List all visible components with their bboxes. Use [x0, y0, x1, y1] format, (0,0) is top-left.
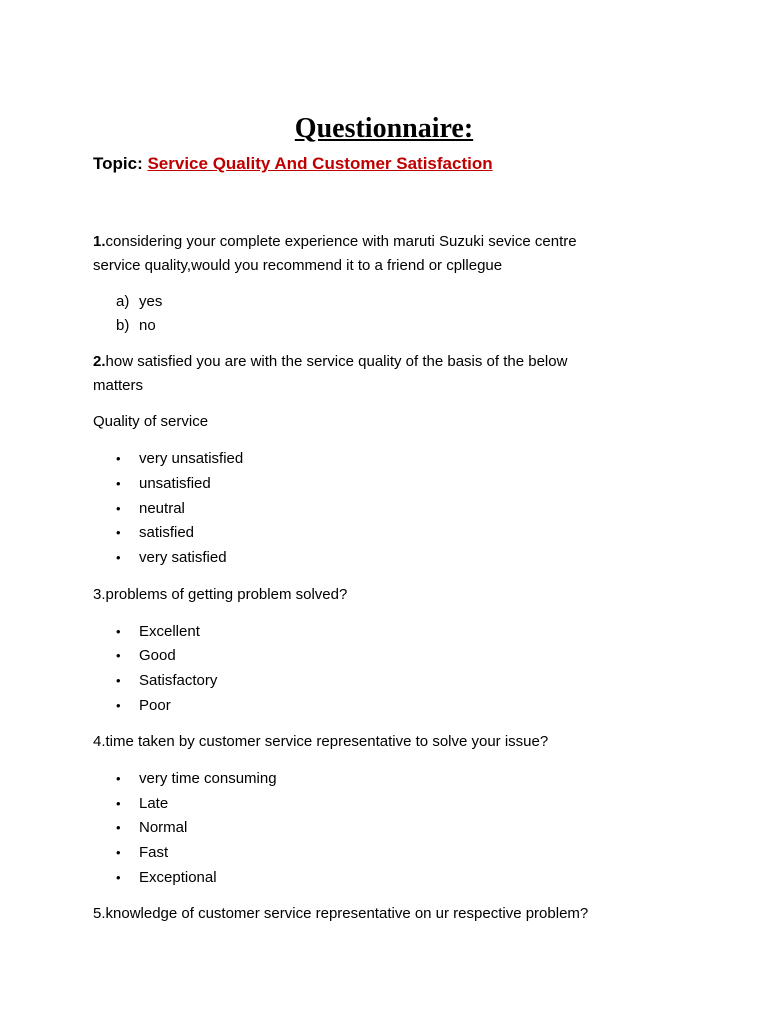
bullet-icon: •	[116, 845, 121, 860]
question-4: 4.time taken by customer service representative to solve your issue?	[93, 733, 549, 750]
bullet-icon: •	[116, 870, 121, 885]
bullet-icon: •	[116, 550, 121, 565]
option-text: Fast	[139, 844, 169, 861]
page-title: Questionnaire:	[294, 113, 474, 144]
topic-line	[93, 154, 493, 174]
q4-option	[116, 819, 187, 836]
q2-option	[116, 475, 211, 492]
option-label: a)	[116, 293, 130, 310]
option-text: Satisfactory	[139, 672, 218, 689]
option-text: Poor	[139, 697, 171, 714]
question-2-line-2: matters	[93, 377, 144, 394]
question-5: 5.knowledge of customer service representative on ur respective problem?	[93, 905, 589, 922]
q1-option-b	[116, 317, 156, 334]
option-text: satisfied	[139, 524, 195, 541]
option-text: very time consuming	[139, 770, 277, 787]
option-text: Late	[139, 795, 169, 812]
question-1-line-1	[93, 233, 577, 250]
bullet-icon: •	[116, 771, 121, 786]
q4-option	[116, 770, 277, 787]
question-2-text: how satisfied you are with the service quality of the basis of the below	[105, 353, 568, 370]
q3-option	[116, 647, 176, 664]
q4-option	[116, 869, 217, 886]
option-text: very satisfied	[139, 549, 227, 566]
q1-option-a	[116, 293, 162, 310]
option-text: no	[139, 317, 156, 334]
q2-option	[116, 500, 185, 517]
question-1-number: 1.	[93, 233, 106, 250]
bullet-icon: •	[116, 796, 121, 811]
option-text: yes	[139, 293, 163, 310]
bullet-icon: •	[116, 476, 121, 491]
option-text: very unsatisfied	[139, 450, 244, 467]
q2-option	[116, 549, 227, 566]
bullet-icon: •	[116, 698, 121, 713]
q3-option	[116, 697, 171, 714]
q3-option	[116, 623, 200, 640]
question-1-line-2: service quality,would you recommend it to a friend or cpllegue	[93, 257, 503, 274]
bullet-icon: •	[116, 451, 121, 466]
question-2-line-1	[93, 353, 567, 370]
question-2-number: 2.	[93, 353, 106, 370]
q4-option	[116, 795, 168, 812]
q3-option	[116, 672, 217, 689]
topic-label: Topic:	[93, 154, 143, 173]
option-text: Exceptional	[139, 869, 217, 886]
q2-option	[116, 450, 243, 467]
option-text: unsatisfied	[139, 475, 211, 492]
topic-value: Service Quality And Customer Satisfaction	[147, 154, 493, 173]
bullet-icon: •	[116, 624, 121, 639]
bullet-icon: •	[116, 525, 121, 540]
q4-option	[116, 844, 168, 861]
q2-option	[116, 524, 194, 541]
bullet-icon: •	[116, 820, 121, 835]
option-text: Excellent	[139, 623, 200, 640]
question-2-subheading: Quality of service	[93, 413, 209, 430]
option-text: Normal	[139, 819, 188, 836]
question-3: 3.problems of getting problem solved?	[93, 586, 348, 603]
option-text: Good	[139, 647, 176, 664]
bullet-icon: •	[116, 501, 121, 516]
bullet-icon: •	[116, 648, 121, 663]
bullet-icon: •	[116, 673, 121, 688]
option-text: neutral	[139, 500, 185, 517]
option-label: b)	[116, 317, 130, 334]
question-1-text: considering your complete experience with maruti Suzuki sevice centre	[105, 233, 577, 250]
